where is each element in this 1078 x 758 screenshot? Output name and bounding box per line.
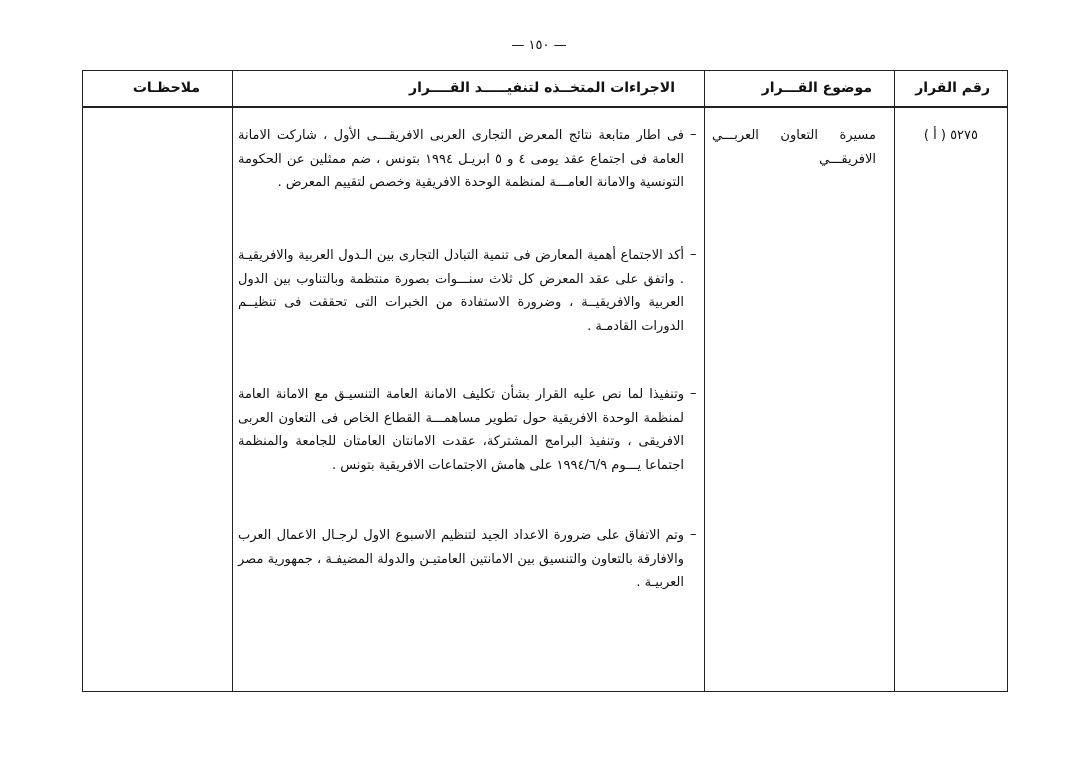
- action-paragraph-3: وتنفيذا لما نص عليه القرار بشأن تكليف الامانة العامة التنسيـق مع الامانة العامة لمنظمة الوحدة الافريقية حول تطوير مساهمـــة القطاع الخاص فى التعاون العربى الافريقى ، وتنفيذ البرامج المشتركة، عقدت الامانتان العامتان للجامعة والمنظمة اجتماعا يـــوم ١٩٩٤/٦/٩ على هامش الاجتماعات الافريقية بتونس .: [238, 387, 684, 473]
- header-actions: الاجراءات المتخــذه لتنفيـــــد القــــرار: [409, 80, 675, 96]
- bullet-dash: –: [690, 527, 697, 542]
- action-paragraph-4: وتم الاتفاق على ضرورة الاعداد الجيد لتنظيم الاسبوع الاول لرجـال الاعمال العرب والافارقة بالتعاون والتنسيق بين الامانتين العامتيـن والدولة المضيفـة ، جمهورية مصر العربيـة .: [238, 528, 684, 590]
- action-paragraph-1: فى اطار متابعة نتائج المعرض التجارى العربى الافريقـــى الأول ، شاركت الامانة العامة فى اجتماع عقد يومى ٤ و ٥ ابريـل ١٩٩٤ بتونس ، ضم ممثلين عن الحكومة التونسية والامانة العامـــة لمنظمة الوحدة الافريقية وخصص لتقييم المعرض .: [238, 128, 684, 190]
- header-decision-number: رقم القرار: [915, 80, 990, 96]
- bullet-dash: –: [690, 247, 697, 262]
- column-divider-subject: [894, 70, 895, 692]
- header-notes: ملاحظـات: [132, 80, 200, 96]
- column-divider-actions: [704, 70, 705, 692]
- header-subject: موضوع القـــرار: [761, 80, 872, 96]
- action-paragraph-2: أكد الاجتماع أهمية المعارض فى تنمية التبادل التجارى بين الـدول العربية والافريقيـة . واتفق على عقد المعرض كل ثلاث سنـــوات بصورة منتظمة وبالتناوب بين الدول العربية والافريقيــة ، وضرورة الاستفادة من الخبرات التى تحققت فى تنظيــم الدورات القادمـة .: [238, 248, 684, 334]
- column-divider-notes: [232, 70, 233, 692]
- decision-number-cell: ٥٢٧٥ ( أ ): [923, 128, 978, 143]
- header-divider: [82, 106, 1008, 108]
- subject-cell: مسيرة التعاون العربـــي الافريقـــي: [712, 128, 876, 167]
- bullet-dash: –: [690, 386, 697, 401]
- page-number: — ١٥٠ —: [511, 38, 567, 53]
- bullet-dash: –: [690, 127, 697, 142]
